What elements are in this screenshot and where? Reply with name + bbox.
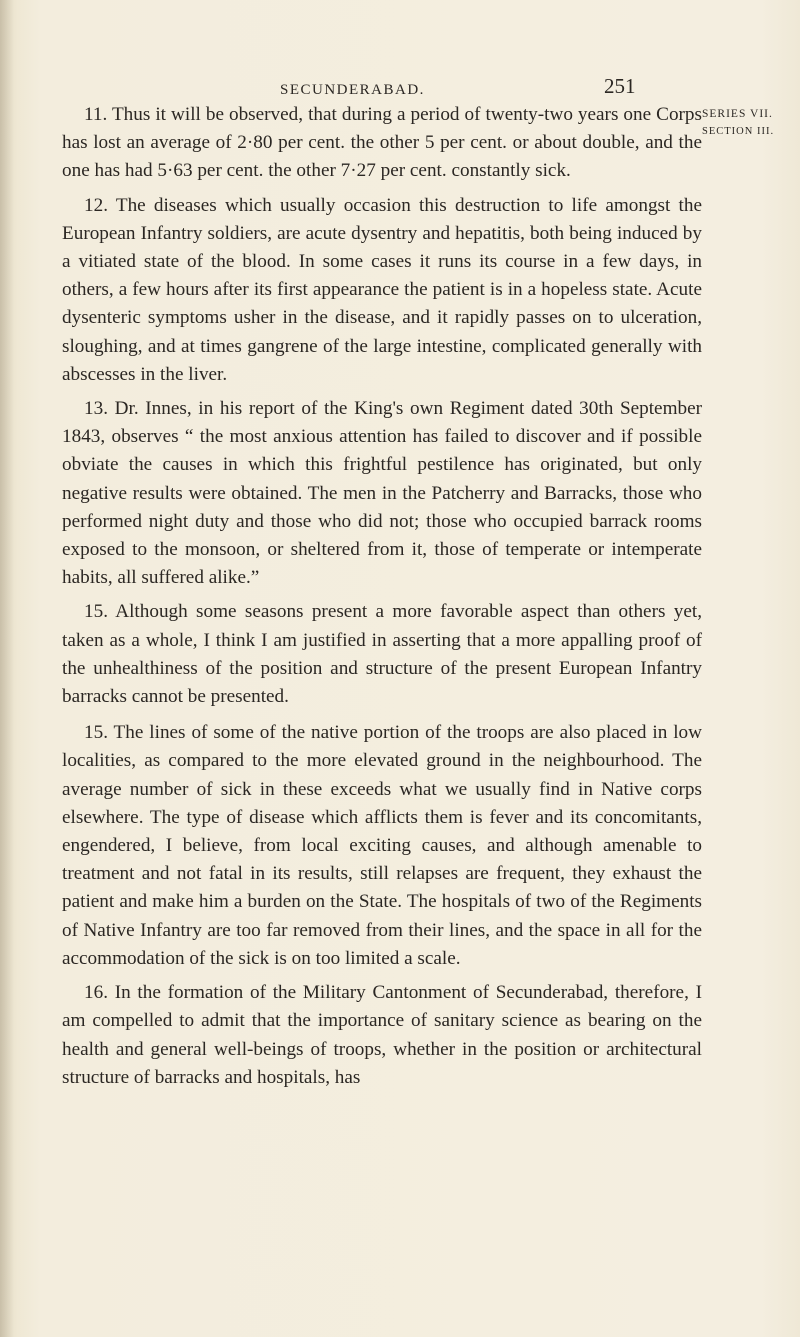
paragraph-16: 16. In the formation of the Military Cantonment of Secunderabad, therefore, I am compelled to admit that the importance of sanitary science as bearing on the health and general well-beings of troops, whether in the position or architectural structure of barracks and hospitals, has (62, 982, 702, 1088)
paragraph-15: 15. The lines of some of the native portion of the troops are also placed in low localities, as compared to the more elevated ground in the neighbourhood. The average number of sick in these exceeds what we usually find in Native corps elsewhere. The type of disease which afflicts them is fever and its concomitants, engendered, I believe, from local exciting causes, and although amenable to treatment and not fatal in its results, still relapses are frequent, they exhaust the patient and make him a burden on the State. The hospitals of two of the Regiments of Native Infantry are too far removed from their lines, and the space in all for the accommodation of the sick is on too limited a scale. (62, 722, 702, 969)
paragraph-12: 12. The diseases which usually occasion this destruction to life amongst the European Infantry soldiers, are acute dysentry and hepatitis, both being induced by a vitiated state of the blood. In some cases it runs its course in a few days, in others, a few hours after its first appearance the patient is in a hopeless state. Acute dysenteric symptoms usher in the disease, and it rapidly passes on to ulceration, sloughing, and at times gangrene of the large intestine, complicated generally with abscesses in the liver. (62, 194, 702, 385)
paragraph-14: 15. Although some seasons present a more favorable aspect than others yet, taken as a whole, I think I am justified in asserting that a more appalling proof of the unhealthiness of the position and structure of the present European Infantry barracks cannot be presented. (62, 601, 702, 708)
margin-note-series: SERIES VII. (702, 108, 773, 120)
paragraph-11: 11. Thus it will be observed, that during a period of twenty-two years one Corps has lost an average of 2·80 per cent. the other 5 per cent. or about double, and the one has had 5·63 per cent. the other 7·27 per cent. constantly sick. (62, 104, 702, 182)
page-number: 251 (604, 74, 636, 98)
running-head: SECUNDERABAD. (280, 82, 425, 98)
binding-shadow (0, 0, 14, 1337)
paragraph-13: 13. Dr. Innes, in his report of the King's own Regiment dated 30th September 1843, observes “ the most anxious attention has failed to discover and if possible obviate the causes in which this frightful pestilence has originated, but only negative results were obtained. The men in the Patcherry and Barracks, those who performed night duty and those who did not; those who occupied barrack rooms exposed to the monsoon, or sheltered from it, those of temperate or intemperate habits, all suffered alike.” (62, 398, 702, 589)
body-text (62, 101, 702, 1092)
margin-note-section: SECTION III. (702, 126, 775, 137)
